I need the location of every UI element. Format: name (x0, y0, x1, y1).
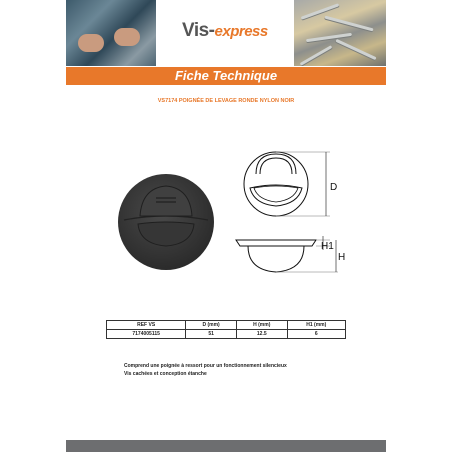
section-title: Fiche Technique (174, 68, 278, 83)
screw-shape (300, 45, 333, 66)
screw-shape (306, 33, 352, 42)
table-cell: 51 (186, 330, 237, 339)
brand-logo (182, 20, 268, 42)
spec-table (106, 320, 346, 339)
table-cell: 12.5 (236, 330, 287, 339)
hand-shape (78, 34, 104, 52)
label-h1: H1 (321, 241, 334, 252)
header-cell: D (mm) (186, 321, 237, 330)
label-d: D (330, 182, 338, 193)
table-row (107, 330, 346, 339)
tools-photo (66, 0, 156, 66)
datasheet-page (66, 0, 386, 452)
screws-photo (294, 0, 386, 66)
header-cell: H1 (mm) (287, 321, 345, 330)
product-title: VS7174 POIGNÉE DE LEVAGE RONDE NYLON NOIR (157, 98, 295, 104)
product-description (124, 362, 287, 378)
table-cell: 6 (287, 330, 345, 339)
header-cell: REF VS (107, 321, 186, 330)
technical-drawing (226, 148, 356, 278)
table-cell: 7174005115 (107, 330, 186, 339)
description-line: Vis cachées et conception étanche (124, 371, 207, 377)
section-title-bar (66, 67, 386, 85)
brand-accent: express (214, 23, 268, 40)
footer-bar (66, 440, 386, 452)
product-photo (116, 172, 216, 272)
header-banner (66, 0, 386, 66)
brand-main: Vis- (182, 20, 215, 41)
description-line: Comprend une poignée à ressort pour un fonctionnement silencieux (124, 363, 287, 369)
screw-shape (335, 39, 376, 60)
header-cell: H (mm) (236, 321, 287, 330)
hand-shape (114, 28, 140, 46)
screw-shape (324, 16, 373, 32)
table-header-row (107, 321, 346, 330)
label-h: H (338, 252, 346, 263)
